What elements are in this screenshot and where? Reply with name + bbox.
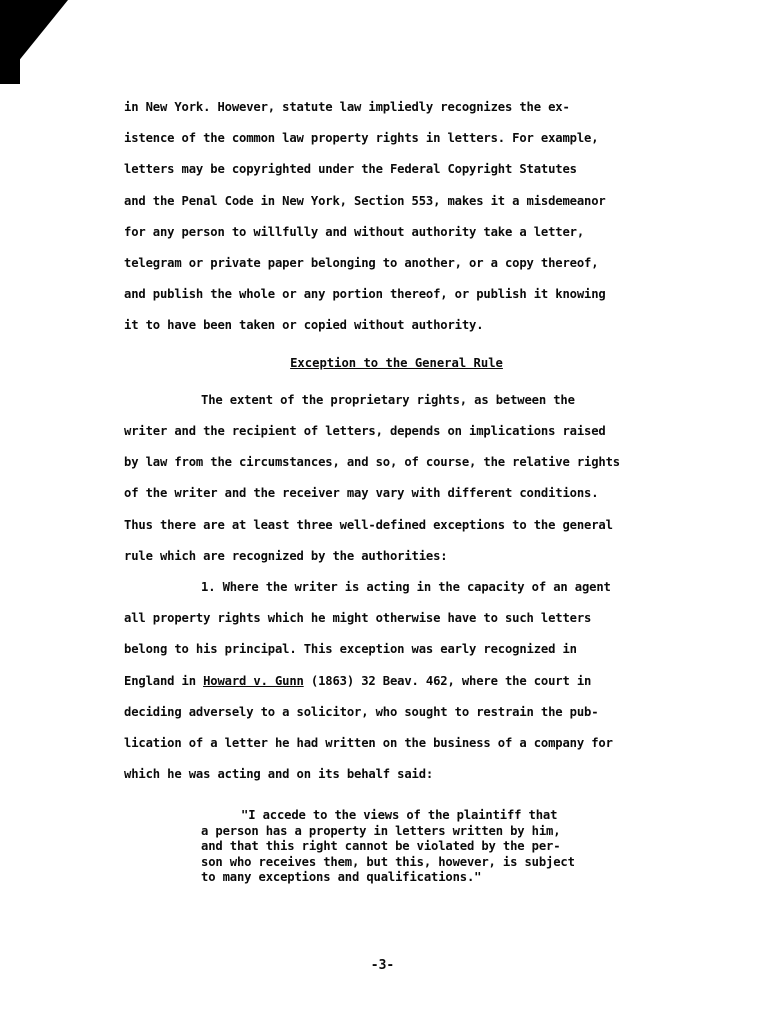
case-name: Howard v. Gunn: [203, 673, 304, 688]
quote-line: son who receives them, but this, however, is subject: [201, 854, 575, 869]
text-line: and publish the whole or any portion thereof, or publish it knowing: [124, 287, 606, 302]
text-line: and the Penal Code in New York, Section 553, makes it a misdemeanor: [124, 193, 606, 208]
paragraph-statute-law: [124, 92, 669, 342]
text-line: letters may be copyrighted under the Federal Copyright Statutes: [124, 162, 577, 177]
text-line: belong to his principal. This exception was early recognized in: [124, 642, 577, 657]
text-line: all property rights which he might otherwise have to such letters: [124, 611, 592, 626]
text-line: 1. Where the writer is acting in the capacity of an agent: [201, 580, 611, 595]
text-line: writer and the recipient of letters, depends on implications raised: [124, 424, 606, 439]
text-line: which he was acting and on its behalf said:: [124, 767, 434, 782]
block-quote: [201, 808, 669, 885]
quote-line: to many exceptions and qualifications.": [201, 870, 482, 885]
quote-line: and that this right cannot be violated by the per-: [201, 839, 561, 854]
section-heading: [124, 348, 669, 379]
section-heading-text: Exception to the General Rule: [290, 355, 503, 370]
text-line: lication of a letter he had written on the business of a company for: [124, 736, 613, 751]
document-page: [124, 92, 669, 886]
text-line: Thus there are at least three well-defined exceptions to the general: [124, 517, 613, 532]
text-line: The extent of the proprietary rights, as between the: [201, 392, 575, 407]
text-line: for any person to willfully and without authority take a letter,: [124, 224, 584, 239]
quote-line: "I accede to the views of the plaintiff that: [241, 808, 558, 823]
text-line: it to have been taken or copied without authority.: [124, 318, 484, 333]
text-line: telegram or private paper belonging to another, or a copy thereof,: [124, 256, 599, 271]
scan-corner-mark-triangle: [0, 0, 68, 84]
text-line: deciding adversely to a solicitor, who sought to restrain the pub-: [124, 704, 599, 719]
text-line: of the writer and the receiver may vary with different conditions.: [124, 486, 599, 501]
case-line-prefix: England in: [124, 673, 204, 688]
case-line-suffix: (1863) 32 Beav. 462, where the court in: [303, 673, 592, 688]
text-line: by law from the circumstances, and so, of course, the relative rights: [124, 455, 620, 470]
text-line-case-citation: [124, 666, 669, 697]
page-number: -3-: [370, 958, 395, 973]
text-line: istence of the common law property rights in letters. For example,: [124, 131, 599, 146]
paragraph-exception-one: [124, 572, 669, 790]
text-line: rule which are recognized by the authorities:: [124, 548, 448, 563]
paragraph-proprietary-rights: [124, 385, 669, 572]
text-line: in New York. However, statute law impliedly recognizes the ex-: [124, 100, 570, 114]
quote-line: a person has a property in letters written by him,: [201, 823, 561, 838]
